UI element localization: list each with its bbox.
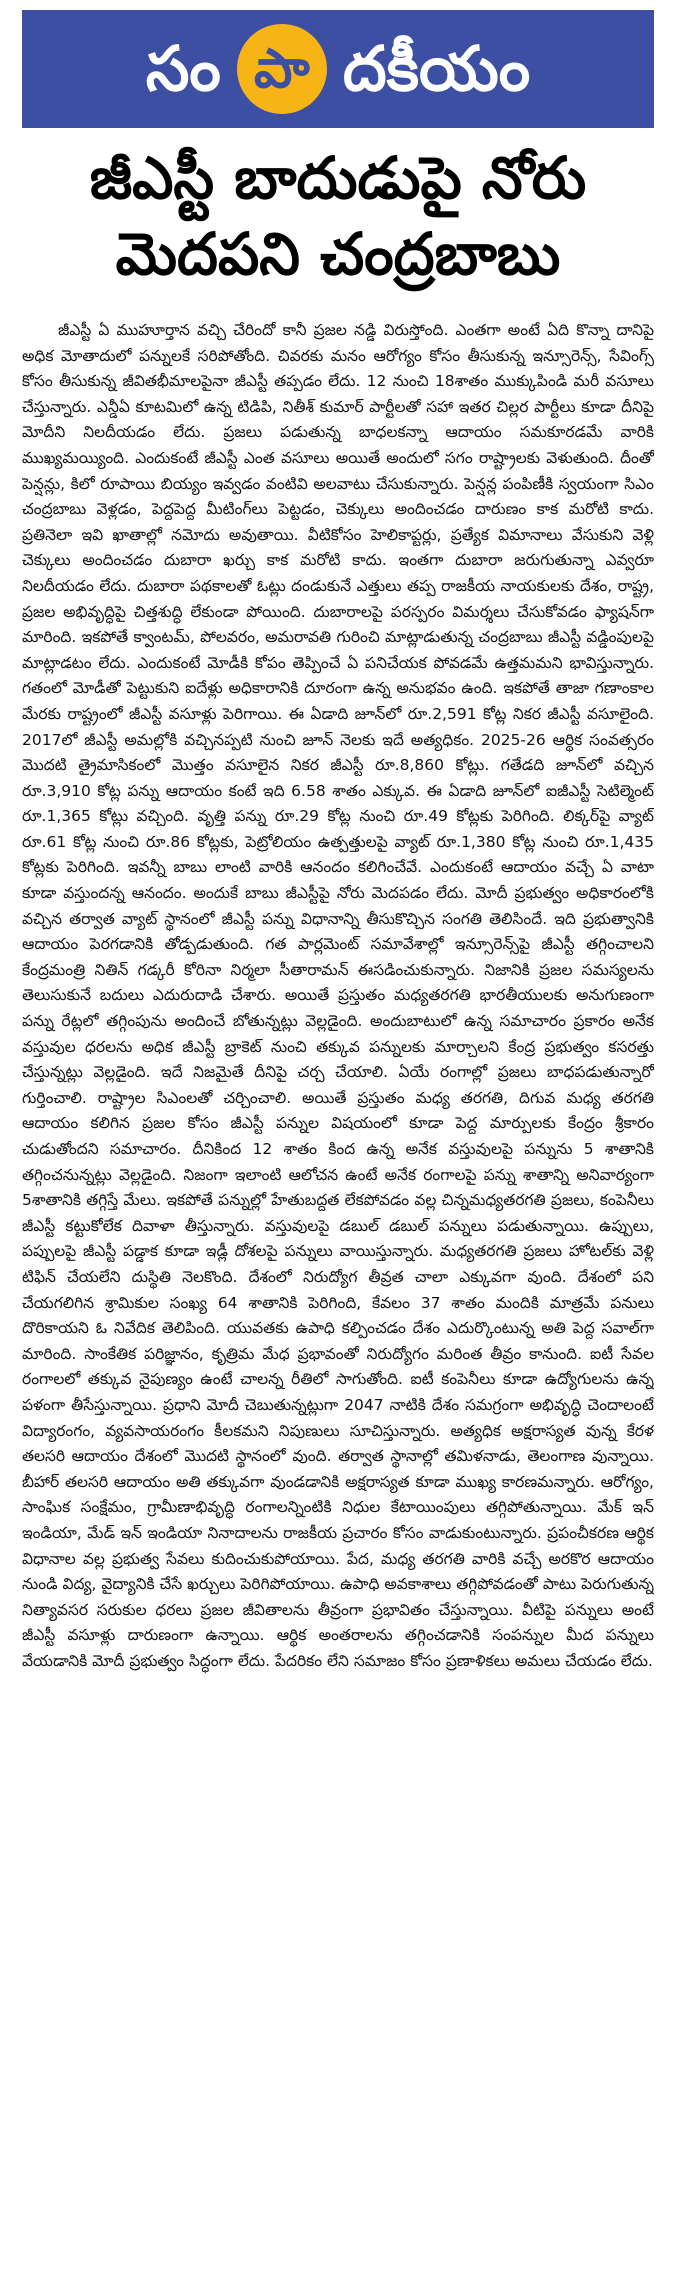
headline-line-2: మెదపని చంద్రబాబు <box>115 220 561 288</box>
article-body <box>22 318 654 2278</box>
masthead-part-2: దకీయం <box>342 32 531 105</box>
masthead-banner <box>22 10 654 128</box>
masthead-part-1: సం <box>145 32 221 105</box>
article-headline <box>22 140 654 292</box>
masthead-title <box>140 24 536 114</box>
article-paragraph: జీఎస్టీ ఏ ముహూర్తాన వచ్చి చేరిందో కానీ ప్రజల నడ్డి విరుస్తోంది. ఎంతగా అంటే ఏది కొన్నా దానిపై అధిక మోతాదులో పన్నులకే సరిపోతోంది. చివరకు మనం ఆరోగ్యం కోసం తీసుకున్న ఇన్సూరెన్స్, సేవింగ్స్ కోసం తీసుకున్న జీవితభీమాలపైనా జీఎస్టీ తప్పడం లేదు. 12 నుంచి 18శాతం ముక్కుపిండి మరీ వసూలు చేస్తున్నారు. ఎన్డీఏ కూటమిలో ఉన్న టిడిపి, నితీశ్ కుమార్ పార్టీలతో సహా ఇతర చిల్లర పార్టీలు కూడా దీనిపై మోదీని నిలదీయడం లేదు. ప్రజలు పడుతున్న బాధలకన్నా ఆదాయం సమకూరడమే వారికి ముఖ్యమయ్యింది. ఎందుకంటే జీఎస్టీ ఎంత వసూలు అయితే అందులో సగం రాష్ట్రాలకు వెళుతుంది. దీంతో పెన్షన్లు, కిలో రూపాయి బియ్యం ఇవ్వడం వంటివి అలవాటు చేసుకున్నారు. పెన్షన్ల పంపిణీకి స్వయంగా సిఎం చంద్రబాబు వెళ్లడం, పెద్దపెద్ద మీటింగ్‌లు పెట్టడం, చెక్కులు అందించడం దారుణం కాక మరోటి కాదు. ప్రతినెలా ఇవి ఖాతాల్లో నమోదు అవుతాయి. వీటికోసం హెలికాప్టర్లు, ప్రత్యేక విమానాలు వేసుకుని వెళ్లి చెక్కులు అందించడం దుబారా ఖర్చు కాక మరోటి కాదు. ఇంతగా దుబారా జరుగుతున్నా ఎవ్వరూ నిలదీయడం లేదు. దుబారా పథకాలతో ఓట్లు దండుకునే ఎత్తులు తప్ప రాజకీయ నాయకులకు దేశం, రాష్ట్ర, ప్రజల అభివృద్ధిపై చిత్తశుద్ధి లేకుండా పోయింది. దుబారాలపై పరస్పరం విమర్శలు చేసుకోవడం ఫ్యాషన్‌గా మారింది. ఇకపోతే క్వాంటమ్, పోలవరం, అమరావతి గురించి మాట్లాడుతున్న చంద్రబాబు జీఎస్టీ వడ్డింపులపై మాట్లాడటం లేదు. ఎందుకంటే మోడీకి కోపం తెప్పించే ఏ పనిచేయక పోవడమే ఉత్తమమని భావిస్తున్నారు. గతంలో మోడీతో పెట్టుకుని ఐదేళ్లు అధికారానికి దూరంగా ఉన్న అనుభవం ఉంది. ఇకపోతే తాజా గణాంకాల మేరకు రాష్ట్రంలో జీఎస్టీ వసూళ్లు పెరిగాయి. ఈ ఏడాది జూన్‌లో రూ.2,591 కోట్ల నికర జీఎస్టీ వసూలైంది. 2017లో జీఎస్టీ అమల్లోకి వచ్చినప్పటి నుంచి జూన్ నెలకు ఇదే అత్యధికం. 2025-26 ఆర్థిక సంవత్సరం మొదటి త్రైమాసికంలో మొత్తం వసూలైన నికర జీఎస్టీ రూ.8,860 కోట్లు. గతేడది జూన్‌లో వచ్చిన రూ.3,910 కోట్ల పన్ను ఆదాయం కంటే ఇది 6.58 శాతం ఎక్కువ. ఈ ఏడాది జూన్‌లో ఐజీఎస్టీ సెటిల్మెంట్ రూ.1,365 కోట్లు వచ్చింది. వృత్తి పన్ను రూ.29 కోట్ల నుంచి రూ.49 కోట్లకు పెరిగింది. లిక్కర్‌పై వ్యాట్ రూ.61 కోట్ల నుంచి రూ.86 కోట్లకు, పెట్రోలియం ఉత్పత్తులపై వ్యాట్ రూ.1,380 కోట్ల నుంచి రూ.1,435 కోట్లకు పెరిగింది. ఇవన్నీ బాబు లాంటి వారికి ఆనందం కలిగించేవే. ఎందుకంటే ఆదాయం వచ్చే ఏ వాటా కూడా వస్తుందన్న ఆనందం. అందుకే బాబు జీఎస్టీపై నోరు మెదపడం లేదు. మోదీ ప్రభుత్వం అధికారంలోకి వచ్చిన తర్వాత వ్యాట్ స్థానంలో జీఎస్టీ పన్ను విధానాన్ని తీసుకొచ్చిన సంగతి తెలిసిందే. ఇది ప్రభుత్వానికి ఆదాయం పెరగడానికి తోడ్పడుతుంది. గత పార్లమెంట్ సమావేశాల్లో ఇన్సూరెన్స్‌పై జీఎస్టీ తగ్గించాలని కేంద్రమంత్రి నితిన్ గడ్కరీ కోరినా నిర్మలా సీతారామన్ ఈసడించుకున్నారు. నిజానికి ప్రజల సమస్యలను తెలుసుకునే బదులు ఎదురుదాడి చేశారు. అయితే ప్రస్తుతం మధ్యతరగతి భారతీయులకు అనుగుణంగా పన్ను రేట్లలో తగ్గింపును అందించే బోతున్నట్లు వెల్లడైంది. అందుబాటులో ఉన్న సమాచారం ప్రకారం అనేక వస్తువుల ధరలను అధిక జీఎస్టీ బ్రాకెట్ నుంచి తక్కువ పన్నులకు మార్చాలని కేంద్ర ప్రభుత్వం కసరత్తు చేస్తున్నట్లు వెల్లడైంది. ఇదే నిజమైతే దీనిపై చర్చ చేయాలి. ఏయే రంగాల్లో ప్రజలు బాధపడుతున్నారో గుర్తించాలి. రాష్ట్రాల సిఎంలతో చర్చించాలి. అయితే ప్రస్తుతం మధ్య తరగతి, దిగువ మధ్య తరగతి ఆదాయం కలిగిన ప్రజల కోసం జీఎస్టీ పన్నుల విషయంలో కూడా పెద్ద మార్పులకు కేంద్రం శ్రీకారం చుడుతోందని సమాచారం. దీనికింద 12 శాతం కింద ఉన్న అనేక వస్తువులపై పన్నును 5 శాతానికి తగ్గించనున్నట్లు వెల్లడైంది. నిజంగా ఇలాంటి ఆలోచన ఉంటే అనేక రంగాలపై పన్ను శాతాన్ని అనివార్యంగా 5శాతానికి తగ్గిస్తే మేలు. ఇకపోతే పన్నుల్లో హేతుబద్దత లేకపోవడం వల్ల చిన్నమధ్యతరగతి ప్రజలు, కంపెనీలు జీఎస్టీ కట్టుకోలేక దివాళా తీస్తున్నారు. వస్తువులపై డబుల్ డబుల్ పన్నులు పడుతున్నాయి. ఉప్పులు, పప్పులపై జీఎస్టీ పడ్డాక కూడా ఇడ్లీ దోశలపై పన్నులు వాయిస్తున్నారు. మధ్యతరగతి ప్రజలు హోటల్‌కు వెళ్లి టిఫిన్ చేయలేని దుస్థితి నెలకొంది. దేశంలో నిరుద్యోగ తీవ్రత చాలా ఎక్కువగా వుంది. దేశంలో పని చేయగలిగిన శ్రామికుల సంఖ్య 64 శాతానికి పెరిగింది, కేవలం 37 శాతం మందికి మాత్రమే పనులు దొరికాయని ఓ నివేదిక తెలిపింది. యువతకు ఉపాధి కల్పించడం దేశం ఎదుర్కొంటున్న అతి పెద్ద సవాల్‌గా మారింది. సాంకేతిక పరిజ్ఞానం, కృత్రిమ మేధ ప్రభావంతో నిరుద్యోగం మరింత తీవ్రం కానుంది. ఐటీ సేవల రంగాలలో తక్కువ నైపుణ్యం ఉంటే చాలన్న రీతిలో సాగుతోంది. ఐటీ కంపెనీలు కూడా ఉద్యోగులను ఉన్న పళంగా తీసేస్తున్నాయి. ప్రధాని మోదీ చెబుతున్నట్లుగా 2047 నాటికి దేశం సమగ్రంగా అభివృద్ధి చెందాలంటే విద్యారంగం, వ్యవసాయరంగం కీలకమని నిపుణులు సూచిస్తున్నారు. అత్యధిక అక్షరాస్యత వున్న కేరళ తలసరి ఆదాయం దేశంలో మొదటి స్థానంలో వుంది. తర్వాత స్థానాల్లో తమిళనాడు, తెలంగాణ వున్నాయి. బీహార్ తలసరి ఆదాయం అతి తక్కువగా వుండడానికి అక్షరాస్యత కూడా ముఖ్య కారణమన్నారు. ఆరోగ్యం, సాంఘిక సంక్షేమం, గ్రామీణాభివృద్ధి రంగాలన్నింటికి నిధుల కేటాయింపులు తగ్గిపోతున్నాయి. మేక్ ఇన్ ఇండియా, మేడ్ ఇన్ ఇండియా నినాదాలను రాజకీయ ప్రచారం కోసం వాడుకుంటున్నారు. ప్రపంచీకరణ ఆర్థిక విధానాల వల్ల ప్రభుత్వ సేవలు కుదించుకుపోయాయి. పేద, మధ్య తరగతి వారికి వచ్చే అరకొర ఆదాయం నుండి విద్య, వైద్యానికి చేసే ఖర్చులు పెరిగిపోయాయి. ఉపాధి అవకాశాలు తగ్గిపోవడంతో పాటు పెరుగుతున్న నిత్యావసర సరుకుల ధరలు ప్రజల జీవితాలను తీవ్రంగా ప్రభావితం చేస్తున్నాయి. వీటిపై పన్నులు అంటే జీఎస్టీ వసూళ్లు దారుణంగా ఉన్నాయి. ఆర్థిక అంతరాలను తగ్గించడానికి సంపన్నుల మీద పన్నులు వేయడానికి మోదీ ప్రభుత్వం సిద్ధంగా లేదు. పేదరికం లేని సమాజం కోసం ప్రణాళికలు అమలు చేయడం లేదు. <box>22 321 654 1670</box>
masthead-badge: పా <box>237 24 327 114</box>
headline-line-1: జీఎస్టీ బాదుడుపై నోరు <box>89 144 587 212</box>
